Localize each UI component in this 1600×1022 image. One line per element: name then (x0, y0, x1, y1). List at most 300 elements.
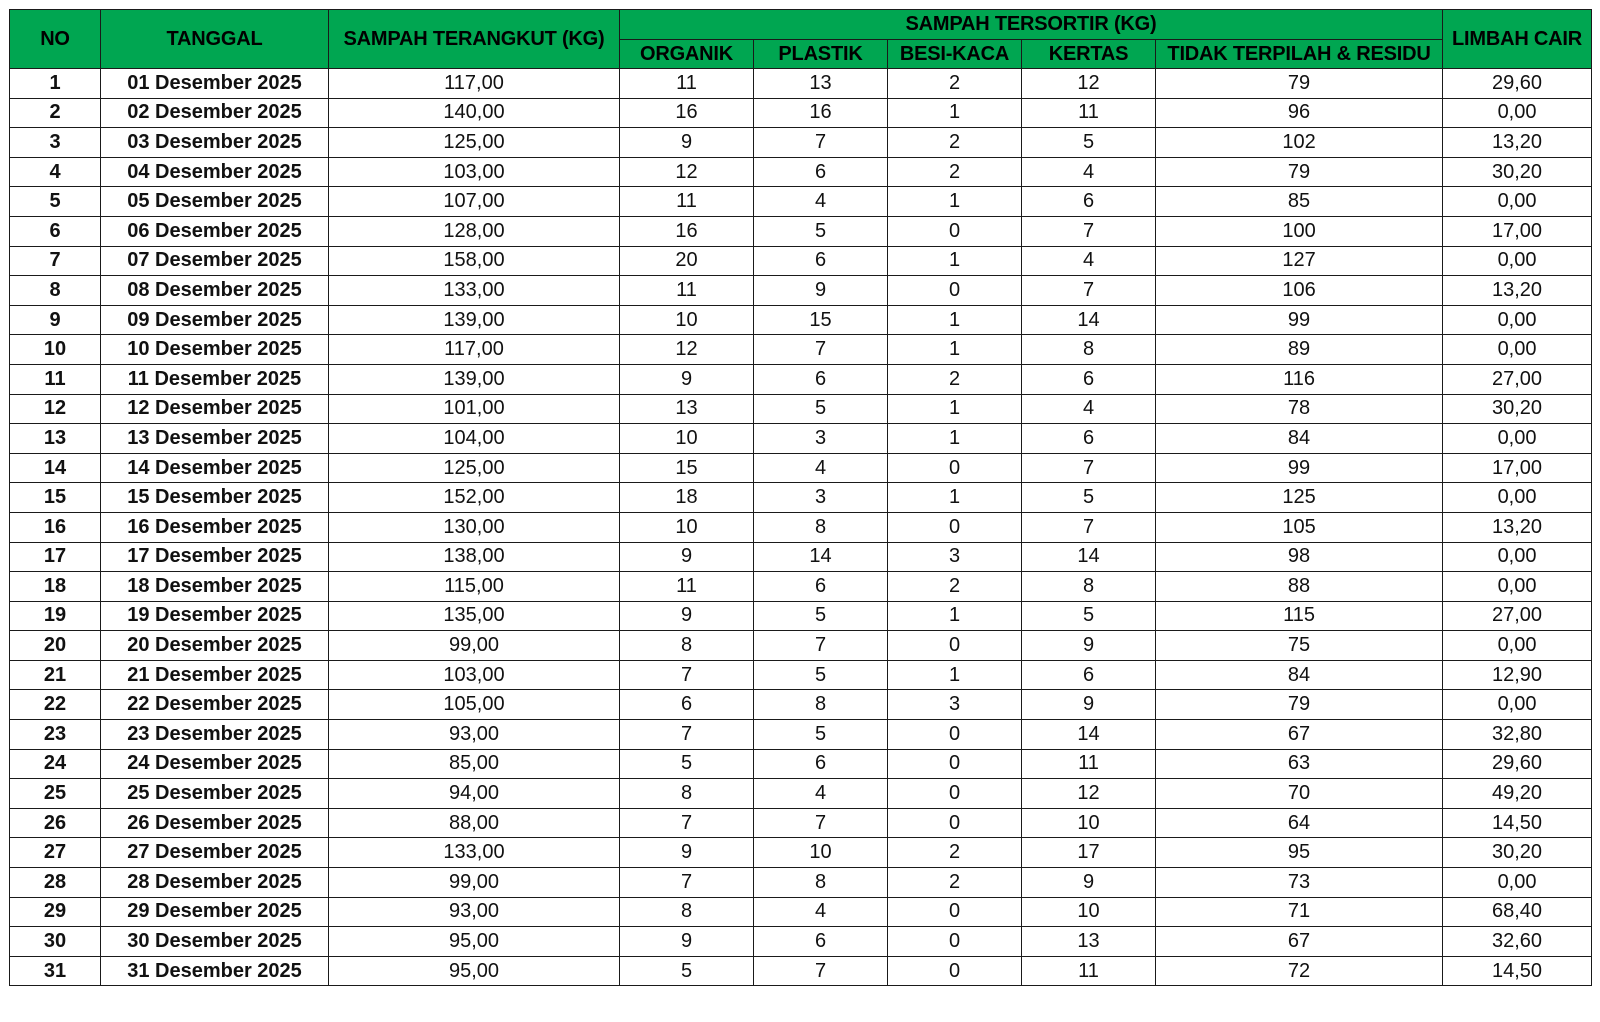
cell-sampah-terangkut: 99,00 (329, 631, 620, 661)
cell-plastik: 7 (754, 335, 888, 365)
cell-limbah-cair: 68,40 (1443, 897, 1592, 927)
cell-besi-kaca: 3 (888, 542, 1022, 572)
cell-besi-kaca: 1 (888, 601, 1022, 631)
cell-no: 25 (10, 779, 101, 809)
cell-tidak-terpilah-residu: 84 (1156, 424, 1443, 454)
cell-besi-kaca: 2 (888, 364, 1022, 394)
cell-limbah-cair: 27,00 (1443, 364, 1592, 394)
cell-organik: 15 (620, 453, 754, 483)
cell-tanggal: 20 Desember 2025 (101, 631, 329, 661)
header-tanggal: TANGGAL (101, 10, 329, 69)
cell-no: 21 (10, 660, 101, 690)
cell-plastik: 3 (754, 483, 888, 513)
cell-no: 27 (10, 838, 101, 868)
cell-tidak-terpilah-residu: 102 (1156, 128, 1443, 158)
cell-besi-kaca: 1 (888, 305, 1022, 335)
cell-plastik: 5 (754, 601, 888, 631)
cell-plastik: 4 (754, 897, 888, 927)
cell-limbah-cair: 0,00 (1443, 542, 1592, 572)
cell-sampah-terangkut: 93,00 (329, 720, 620, 750)
cell-plastik: 8 (754, 868, 888, 898)
cell-organik: 7 (620, 808, 754, 838)
cell-no: 18 (10, 572, 101, 602)
cell-tanggal: 30 Desember 2025 (101, 927, 329, 957)
cell-tanggal: 03 Desember 2025 (101, 128, 329, 158)
waste-data-table (9, 9, 1592, 986)
cell-kertas: 9 (1022, 690, 1156, 720)
cell-kertas: 4 (1022, 157, 1156, 187)
cell-besi-kaca: 2 (888, 69, 1022, 99)
cell-besi-kaca: 3 (888, 690, 1022, 720)
cell-besi-kaca: 1 (888, 660, 1022, 690)
cell-tanggal: 27 Desember 2025 (101, 838, 329, 868)
cell-plastik: 6 (754, 157, 888, 187)
cell-tanggal: 24 Desember 2025 (101, 749, 329, 779)
cell-limbah-cair: 30,20 (1443, 394, 1592, 424)
cell-tanggal: 02 Desember 2025 (101, 98, 329, 128)
cell-plastik: 7 (754, 808, 888, 838)
cell-no: 8 (10, 276, 101, 306)
cell-tanggal: 31 Desember 2025 (101, 956, 329, 986)
cell-limbah-cair: 27,00 (1443, 601, 1592, 631)
cell-besi-kaca: 1 (888, 98, 1022, 128)
header-organik: ORGANIK (620, 40, 754, 69)
table-row (10, 572, 1592, 602)
cell-tidak-terpilah-residu: 127 (1156, 246, 1443, 276)
cell-no: 13 (10, 424, 101, 454)
cell-kertas: 7 (1022, 216, 1156, 246)
cell-limbah-cair: 17,00 (1443, 453, 1592, 483)
cell-organik: 9 (620, 838, 754, 868)
cell-kertas: 4 (1022, 246, 1156, 276)
table-row (10, 424, 1592, 454)
cell-sampah-terangkut: 103,00 (329, 660, 620, 690)
cell-organik: 11 (620, 572, 754, 602)
table-row (10, 216, 1592, 246)
cell-kertas: 13 (1022, 927, 1156, 957)
header-tidak-terpilah-residu: TIDAK TERPILAH & RESIDU (1156, 40, 1443, 69)
cell-tanggal: 14 Desember 2025 (101, 453, 329, 483)
cell-tidak-terpilah-residu: 95 (1156, 838, 1443, 868)
cell-plastik: 8 (754, 512, 888, 542)
cell-besi-kaca: 1 (888, 424, 1022, 454)
cell-sampah-terangkut: 140,00 (329, 98, 620, 128)
table-row (10, 69, 1592, 99)
cell-plastik: 3 (754, 424, 888, 454)
cell-sampah-terangkut: 99,00 (329, 868, 620, 898)
cell-limbah-cair: 49,20 (1443, 779, 1592, 809)
cell-tanggal: 29 Desember 2025 (101, 897, 329, 927)
table-row (10, 394, 1592, 424)
cell-sampah-terangkut: 139,00 (329, 305, 620, 335)
cell-no: 4 (10, 157, 101, 187)
cell-limbah-cair: 14,50 (1443, 956, 1592, 986)
cell-no: 31 (10, 956, 101, 986)
cell-no: 28 (10, 868, 101, 898)
cell-plastik: 6 (754, 246, 888, 276)
cell-organik: 8 (620, 897, 754, 927)
cell-besi-kaca: 0 (888, 749, 1022, 779)
cell-sampah-terangkut: 85,00 (329, 749, 620, 779)
table-header (10, 10, 1592, 69)
table-row (10, 276, 1592, 306)
cell-limbah-cair: 13,20 (1443, 276, 1592, 306)
table-body (10, 69, 1592, 986)
cell-besi-kaca: 1 (888, 335, 1022, 365)
cell-sampah-terangkut: 128,00 (329, 216, 620, 246)
cell-organik: 12 (620, 157, 754, 187)
cell-limbah-cair: 0,00 (1443, 187, 1592, 217)
cell-organik: 12 (620, 335, 754, 365)
cell-organik: 11 (620, 187, 754, 217)
cell-sampah-terangkut: 94,00 (329, 779, 620, 809)
cell-tidak-terpilah-residu: 75 (1156, 631, 1443, 661)
cell-plastik: 15 (754, 305, 888, 335)
cell-sampah-terangkut: 107,00 (329, 187, 620, 217)
cell-sampah-terangkut: 115,00 (329, 572, 620, 602)
cell-organik: 8 (620, 631, 754, 661)
cell-no: 24 (10, 749, 101, 779)
cell-besi-kaca: 0 (888, 927, 1022, 957)
cell-organik: 13 (620, 394, 754, 424)
cell-tidak-terpilah-residu: 73 (1156, 868, 1443, 898)
cell-plastik: 6 (754, 364, 888, 394)
cell-no: 16 (10, 512, 101, 542)
cell-tidak-terpilah-residu: 125 (1156, 483, 1443, 513)
table-row (10, 157, 1592, 187)
cell-no: 2 (10, 98, 101, 128)
cell-organik: 16 (620, 216, 754, 246)
cell-no: 11 (10, 364, 101, 394)
table-row (10, 897, 1592, 927)
cell-limbah-cair: 13,20 (1443, 128, 1592, 158)
cell-besi-kaca: 0 (888, 897, 1022, 927)
table-row (10, 98, 1592, 128)
cell-plastik: 6 (754, 927, 888, 957)
cell-tidak-terpilah-residu: 99 (1156, 453, 1443, 483)
cell-kertas: 8 (1022, 572, 1156, 602)
cell-kertas: 11 (1022, 956, 1156, 986)
cell-tidak-terpilah-residu: 64 (1156, 808, 1443, 838)
cell-sampah-terangkut: 101,00 (329, 394, 620, 424)
table-row (10, 601, 1592, 631)
cell-besi-kaca: 0 (888, 631, 1022, 661)
cell-plastik: 5 (754, 660, 888, 690)
cell-sampah-terangkut: 158,00 (329, 246, 620, 276)
table-row (10, 542, 1592, 572)
cell-organik: 9 (620, 601, 754, 631)
cell-sampah-terangkut: 138,00 (329, 542, 620, 572)
cell-tanggal: 05 Desember 2025 (101, 187, 329, 217)
cell-limbah-cair: 0,00 (1443, 483, 1592, 513)
cell-tidak-terpilah-residu: 84 (1156, 660, 1443, 690)
cell-kertas: 6 (1022, 660, 1156, 690)
cell-tidak-terpilah-residu: 71 (1156, 897, 1443, 927)
cell-no: 5 (10, 187, 101, 217)
cell-sampah-terangkut: 133,00 (329, 838, 620, 868)
cell-plastik: 7 (754, 128, 888, 158)
cell-organik: 11 (620, 276, 754, 306)
cell-organik: 20 (620, 246, 754, 276)
cell-no: 19 (10, 601, 101, 631)
cell-no: 6 (10, 216, 101, 246)
cell-limbah-cair: 0,00 (1443, 572, 1592, 602)
cell-plastik: 5 (754, 216, 888, 246)
table-row (10, 808, 1592, 838)
cell-limbah-cair: 32,80 (1443, 720, 1592, 750)
cell-tanggal: 18 Desember 2025 (101, 572, 329, 602)
cell-tidak-terpilah-residu: 72 (1156, 956, 1443, 986)
cell-tidak-terpilah-residu: 70 (1156, 779, 1443, 809)
cell-plastik: 16 (754, 98, 888, 128)
table-row (10, 631, 1592, 661)
cell-no: 26 (10, 808, 101, 838)
cell-tidak-terpilah-residu: 67 (1156, 720, 1443, 750)
table-row (10, 512, 1592, 542)
cell-besi-kaca: 2 (888, 157, 1022, 187)
cell-besi-kaca: 1 (888, 483, 1022, 513)
cell-limbah-cair: 0,00 (1443, 631, 1592, 661)
cell-no: 30 (10, 927, 101, 957)
cell-sampah-terangkut: 88,00 (329, 808, 620, 838)
header-no: NO (10, 10, 101, 69)
cell-plastik: 6 (754, 572, 888, 602)
cell-organik: 7 (620, 660, 754, 690)
table-row (10, 305, 1592, 335)
cell-tidak-terpilah-residu: 79 (1156, 690, 1443, 720)
cell-limbah-cair: 0,00 (1443, 424, 1592, 454)
cell-organik: 18 (620, 483, 754, 513)
cell-kertas: 14 (1022, 720, 1156, 750)
cell-plastik: 8 (754, 690, 888, 720)
cell-limbah-cair: 0,00 (1443, 335, 1592, 365)
cell-kertas: 9 (1022, 631, 1156, 661)
header-sampah-tersortir: SAMPAH TERSORTIR (KG) (620, 10, 1443, 40)
cell-kertas: 11 (1022, 98, 1156, 128)
cell-besi-kaca: 2 (888, 572, 1022, 602)
cell-kertas: 7 (1022, 276, 1156, 306)
cell-tanggal: 16 Desember 2025 (101, 512, 329, 542)
cell-kertas: 4 (1022, 394, 1156, 424)
cell-organik: 10 (620, 424, 754, 454)
table-row (10, 660, 1592, 690)
cell-kertas: 10 (1022, 897, 1156, 927)
cell-sampah-terangkut: 95,00 (329, 956, 620, 986)
cell-tidak-terpilah-residu: 100 (1156, 216, 1443, 246)
cell-kertas: 5 (1022, 128, 1156, 158)
cell-kertas: 14 (1022, 305, 1156, 335)
table-row (10, 483, 1592, 513)
cell-tidak-terpilah-residu: 116 (1156, 364, 1443, 394)
cell-limbah-cair: 0,00 (1443, 868, 1592, 898)
cell-tanggal: 13 Desember 2025 (101, 424, 329, 454)
cell-plastik: 14 (754, 542, 888, 572)
cell-organik: 7 (620, 868, 754, 898)
cell-no: 3 (10, 128, 101, 158)
cell-besi-kaca: 0 (888, 720, 1022, 750)
cell-no: 17 (10, 542, 101, 572)
cell-tidak-terpilah-residu: 89 (1156, 335, 1443, 365)
cell-tanggal: 28 Desember 2025 (101, 868, 329, 898)
cell-tanggal: 15 Desember 2025 (101, 483, 329, 513)
cell-sampah-terangkut: 103,00 (329, 157, 620, 187)
cell-sampah-terangkut: 117,00 (329, 69, 620, 99)
cell-organik: 16 (620, 98, 754, 128)
cell-limbah-cair: 0,00 (1443, 246, 1592, 276)
cell-no: 9 (10, 305, 101, 335)
table-row (10, 128, 1592, 158)
table-row (10, 246, 1592, 276)
cell-tidak-terpilah-residu: 78 (1156, 394, 1443, 424)
cell-besi-kaca: 0 (888, 512, 1022, 542)
cell-tanggal: 09 Desember 2025 (101, 305, 329, 335)
cell-organik: 10 (620, 512, 754, 542)
cell-organik: 9 (620, 128, 754, 158)
cell-limbah-cair: 0,00 (1443, 305, 1592, 335)
cell-tidak-terpilah-residu: 63 (1156, 749, 1443, 779)
cell-sampah-terangkut: 152,00 (329, 483, 620, 513)
cell-tidak-terpilah-residu: 88 (1156, 572, 1443, 602)
cell-tanggal: 01 Desember 2025 (101, 69, 329, 99)
cell-plastik: 7 (754, 956, 888, 986)
cell-tidak-terpilah-residu: 79 (1156, 69, 1443, 99)
cell-no: 23 (10, 720, 101, 750)
cell-besi-kaca: 1 (888, 187, 1022, 217)
cell-besi-kaca: 2 (888, 128, 1022, 158)
table-row (10, 187, 1592, 217)
cell-organik: 9 (620, 542, 754, 572)
cell-tidak-terpilah-residu: 106 (1156, 276, 1443, 306)
cell-besi-kaca: 0 (888, 808, 1022, 838)
cell-tanggal: 06 Desember 2025 (101, 216, 329, 246)
cell-no: 22 (10, 690, 101, 720)
cell-sampah-terangkut: 95,00 (329, 927, 620, 957)
cell-plastik: 7 (754, 631, 888, 661)
cell-kertas: 7 (1022, 512, 1156, 542)
cell-limbah-cair: 30,20 (1443, 838, 1592, 868)
cell-besi-kaca: 0 (888, 276, 1022, 306)
table-row (10, 720, 1592, 750)
cell-kertas: 12 (1022, 779, 1156, 809)
cell-tidak-terpilah-residu: 67 (1156, 927, 1443, 957)
table-row (10, 453, 1592, 483)
table-row (10, 927, 1592, 957)
cell-limbah-cair: 0,00 (1443, 98, 1592, 128)
cell-tanggal: 17 Desember 2025 (101, 542, 329, 572)
header-sampah-terangkut: SAMPAH TERANGKUT (KG) (329, 10, 620, 69)
cell-organik: 5 (620, 956, 754, 986)
cell-no: 29 (10, 897, 101, 927)
cell-tanggal: 25 Desember 2025 (101, 779, 329, 809)
cell-tidak-terpilah-residu: 98 (1156, 542, 1443, 572)
cell-organik: 11 (620, 69, 754, 99)
cell-kertas: 17 (1022, 838, 1156, 868)
cell-limbah-cair: 0,00 (1443, 690, 1592, 720)
cell-tidak-terpilah-residu: 99 (1156, 305, 1443, 335)
table-row (10, 779, 1592, 809)
cell-tidak-terpilah-residu: 85 (1156, 187, 1443, 217)
table-row (10, 690, 1592, 720)
cell-limbah-cair: 14,50 (1443, 808, 1592, 838)
cell-tanggal: 08 Desember 2025 (101, 276, 329, 306)
cell-organik: 7 (620, 720, 754, 750)
cell-sampah-terangkut: 93,00 (329, 897, 620, 927)
table-row (10, 838, 1592, 868)
cell-tanggal: 11 Desember 2025 (101, 364, 329, 394)
cell-plastik: 4 (754, 779, 888, 809)
cell-tanggal: 21 Desember 2025 (101, 660, 329, 690)
cell-organik: 9 (620, 364, 754, 394)
cell-besi-kaca: 0 (888, 956, 1022, 986)
cell-kertas: 5 (1022, 483, 1156, 513)
cell-kertas: 14 (1022, 542, 1156, 572)
table-row (10, 335, 1592, 365)
cell-limbah-cair: 29,60 (1443, 69, 1592, 99)
cell-tidak-terpilah-residu: 96 (1156, 98, 1443, 128)
cell-limbah-cair: 17,00 (1443, 216, 1592, 246)
cell-tanggal: 10 Desember 2025 (101, 335, 329, 365)
cell-organik: 9 (620, 927, 754, 957)
cell-plastik: 5 (754, 720, 888, 750)
cell-sampah-terangkut: 105,00 (329, 690, 620, 720)
cell-organik: 10 (620, 305, 754, 335)
cell-organik: 5 (620, 749, 754, 779)
cell-no: 20 (10, 631, 101, 661)
cell-sampah-terangkut: 125,00 (329, 453, 620, 483)
cell-besi-kaca: 1 (888, 394, 1022, 424)
cell-limbah-cair: 32,60 (1443, 927, 1592, 957)
cell-besi-kaca: 2 (888, 868, 1022, 898)
cell-plastik: 10 (754, 838, 888, 868)
cell-sampah-terangkut: 139,00 (329, 364, 620, 394)
cell-limbah-cair: 29,60 (1443, 749, 1592, 779)
header-plastik: PLASTIK (754, 40, 888, 69)
cell-kertas: 11 (1022, 749, 1156, 779)
table-row (10, 956, 1592, 986)
cell-tanggal: 26 Desember 2025 (101, 808, 329, 838)
cell-sampah-terangkut: 117,00 (329, 335, 620, 365)
cell-besi-kaca: 0 (888, 216, 1022, 246)
cell-kertas: 5 (1022, 601, 1156, 631)
cell-kertas: 10 (1022, 808, 1156, 838)
cell-kertas: 8 (1022, 335, 1156, 365)
cell-tanggal: 07 Desember 2025 (101, 246, 329, 276)
cell-plastik: 6 (754, 749, 888, 779)
cell-limbah-cair: 30,20 (1443, 157, 1592, 187)
cell-besi-kaca: 1 (888, 246, 1022, 276)
cell-no: 14 (10, 453, 101, 483)
cell-plastik: 4 (754, 187, 888, 217)
cell-organik: 8 (620, 779, 754, 809)
cell-plastik: 13 (754, 69, 888, 99)
cell-kertas: 6 (1022, 424, 1156, 454)
cell-tidak-terpilah-residu: 105 (1156, 512, 1443, 542)
header-besi-kaca: BESI-KACA (888, 40, 1022, 69)
cell-limbah-cair: 13,20 (1443, 512, 1592, 542)
cell-no: 12 (10, 394, 101, 424)
cell-sampah-terangkut: 125,00 (329, 128, 620, 158)
cell-kertas: 6 (1022, 187, 1156, 217)
cell-no: 7 (10, 246, 101, 276)
cell-no: 10 (10, 335, 101, 365)
table-row (10, 364, 1592, 394)
cell-no: 1 (10, 69, 101, 99)
cell-sampah-terangkut: 104,00 (329, 424, 620, 454)
cell-plastik: 9 (754, 276, 888, 306)
header-limbah-cair: LIMBAH CAIR (1443, 10, 1592, 69)
cell-tanggal: 22 Desember 2025 (101, 690, 329, 720)
cell-tidak-terpilah-residu: 79 (1156, 157, 1443, 187)
